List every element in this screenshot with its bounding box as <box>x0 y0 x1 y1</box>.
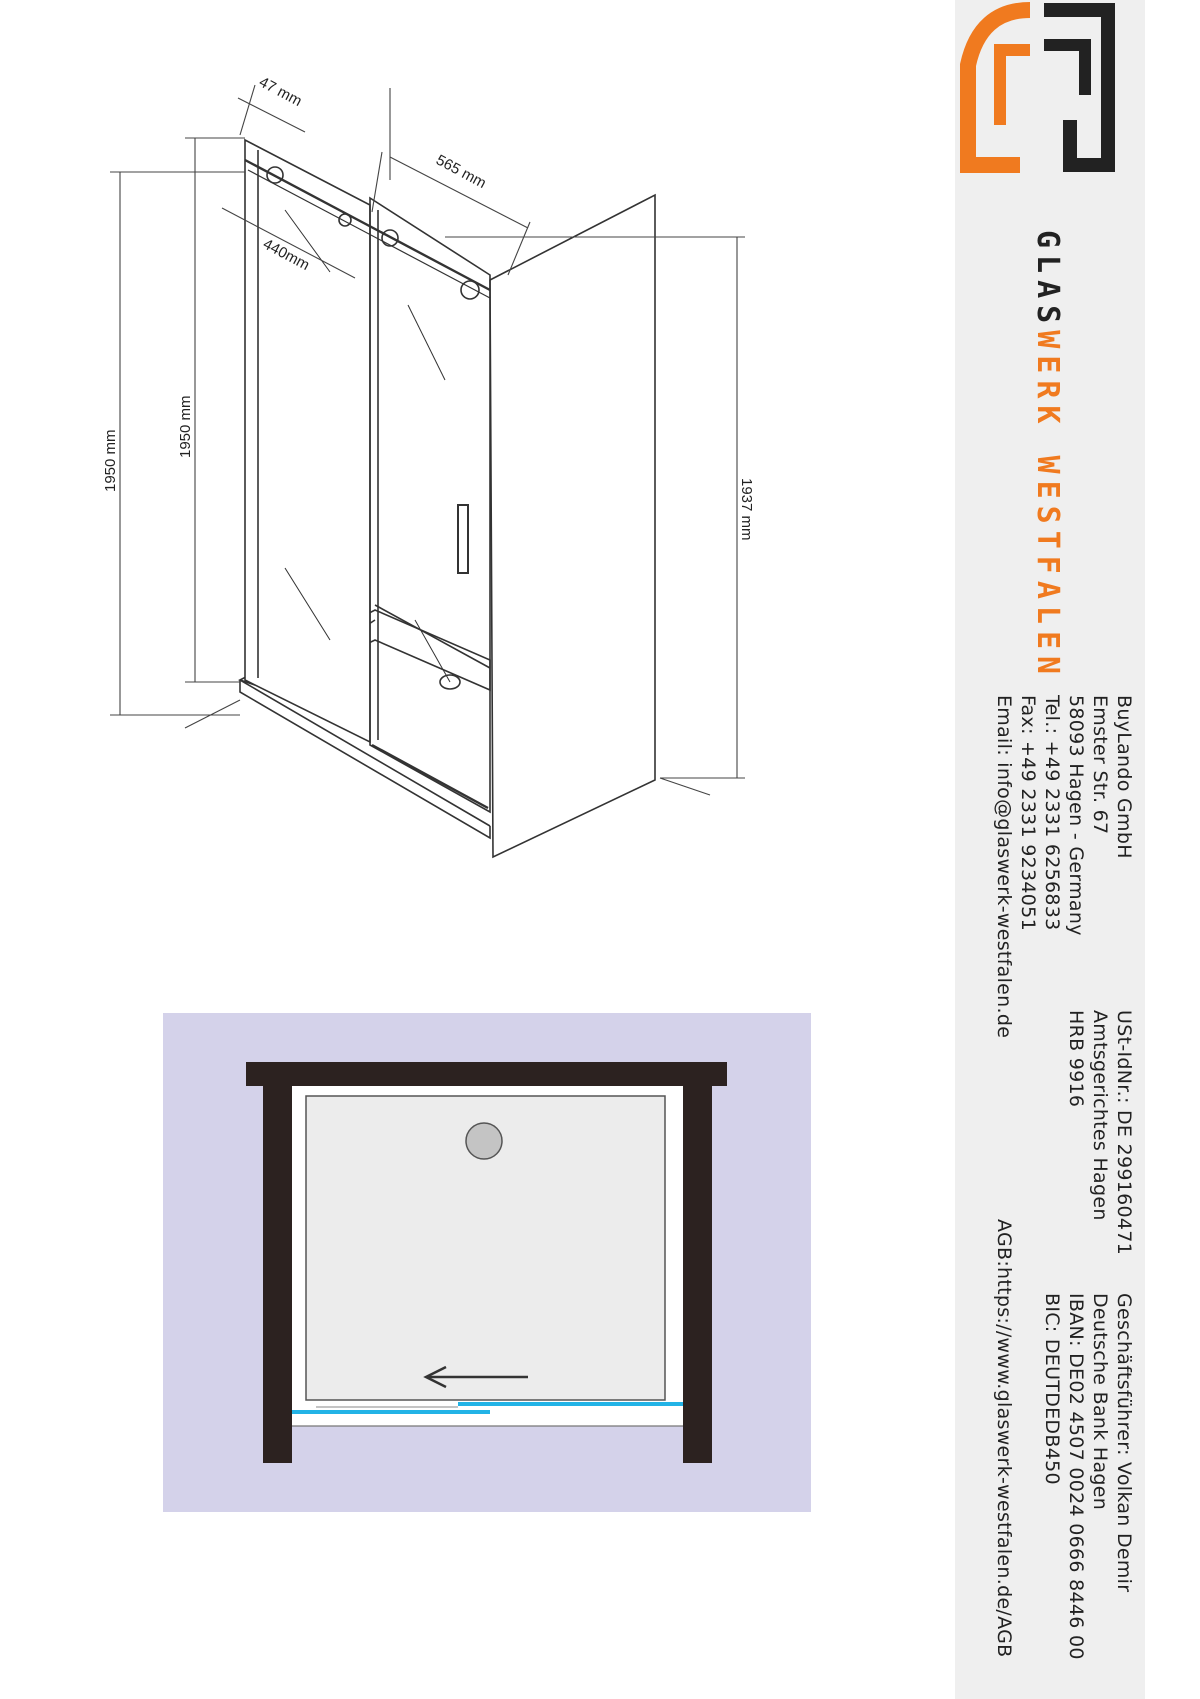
brand-name-part1: GLAS <box>1030 230 1065 331</box>
court-line: Amtsgerichtes Hagen <box>1089 1010 1111 1221</box>
dim-inner-height: 1950 mm <box>177 395 194 458</box>
side-wall <box>490 195 655 857</box>
wall-right <box>683 1078 712 1463</box>
dim-wall-height: 1937 mm <box>738 478 755 541</box>
bank-line: Deutsche Bank Hagen <box>1089 1293 1111 1511</box>
agb-link[interactable]: AGB:https://www.glaswerk-westfalen.de/AGB <box>993 1219 1015 1658</box>
drain-plan <box>466 1123 502 1159</box>
wall-top <box>246 1062 727 1086</box>
company-line: 58093 Hagen - Germany <box>1065 695 1087 936</box>
dim-lower-width: 440mm <box>260 235 313 275</box>
shower-technical-drawing <box>110 85 745 857</box>
wall-left <box>263 1078 292 1463</box>
company-line: BuyLando GmbH <box>1113 695 1135 859</box>
brand-name-part2: WERK WESTFALEN <box>1030 330 1065 682</box>
brand-name <box>1030 230 1065 681</box>
company-line: Emster Str. 67 <box>1089 695 1111 835</box>
floor-plan <box>163 1013 811 1512</box>
fax-line: Fax: +49 2331 9234051 <box>1017 695 1039 931</box>
bic-line: BIC: DEUTDEDB450 <box>1041 1293 1063 1485</box>
dim-top-depth: 47 mm <box>256 73 305 111</box>
sliding-door <box>370 198 490 812</box>
ceo-line: Geschäftsführer: Volkan Demir <box>1113 1293 1135 1593</box>
hrb-line: HRB 9916 <box>1065 1010 1087 1108</box>
email-link[interactable]: Email: info@glaswerk-westfalen.de <box>993 695 1015 1039</box>
dim-upper-width: 565 mm <box>433 151 489 192</box>
vat-line: USt-IdNr.: DE 299160471 <box>1113 1010 1135 1256</box>
phone-line: Tel.: +49 2331 6256833 <box>1041 695 1063 931</box>
dim-outer-height: 1950 mm <box>102 429 119 492</box>
svg-text:GLASWERK WESTFALEN <box>1030 230 1065 681</box>
door-handle <box>458 505 468 573</box>
iban-line: IBAN: DE02 4507 0024 0666 8446 00 <box>1065 1293 1087 1660</box>
